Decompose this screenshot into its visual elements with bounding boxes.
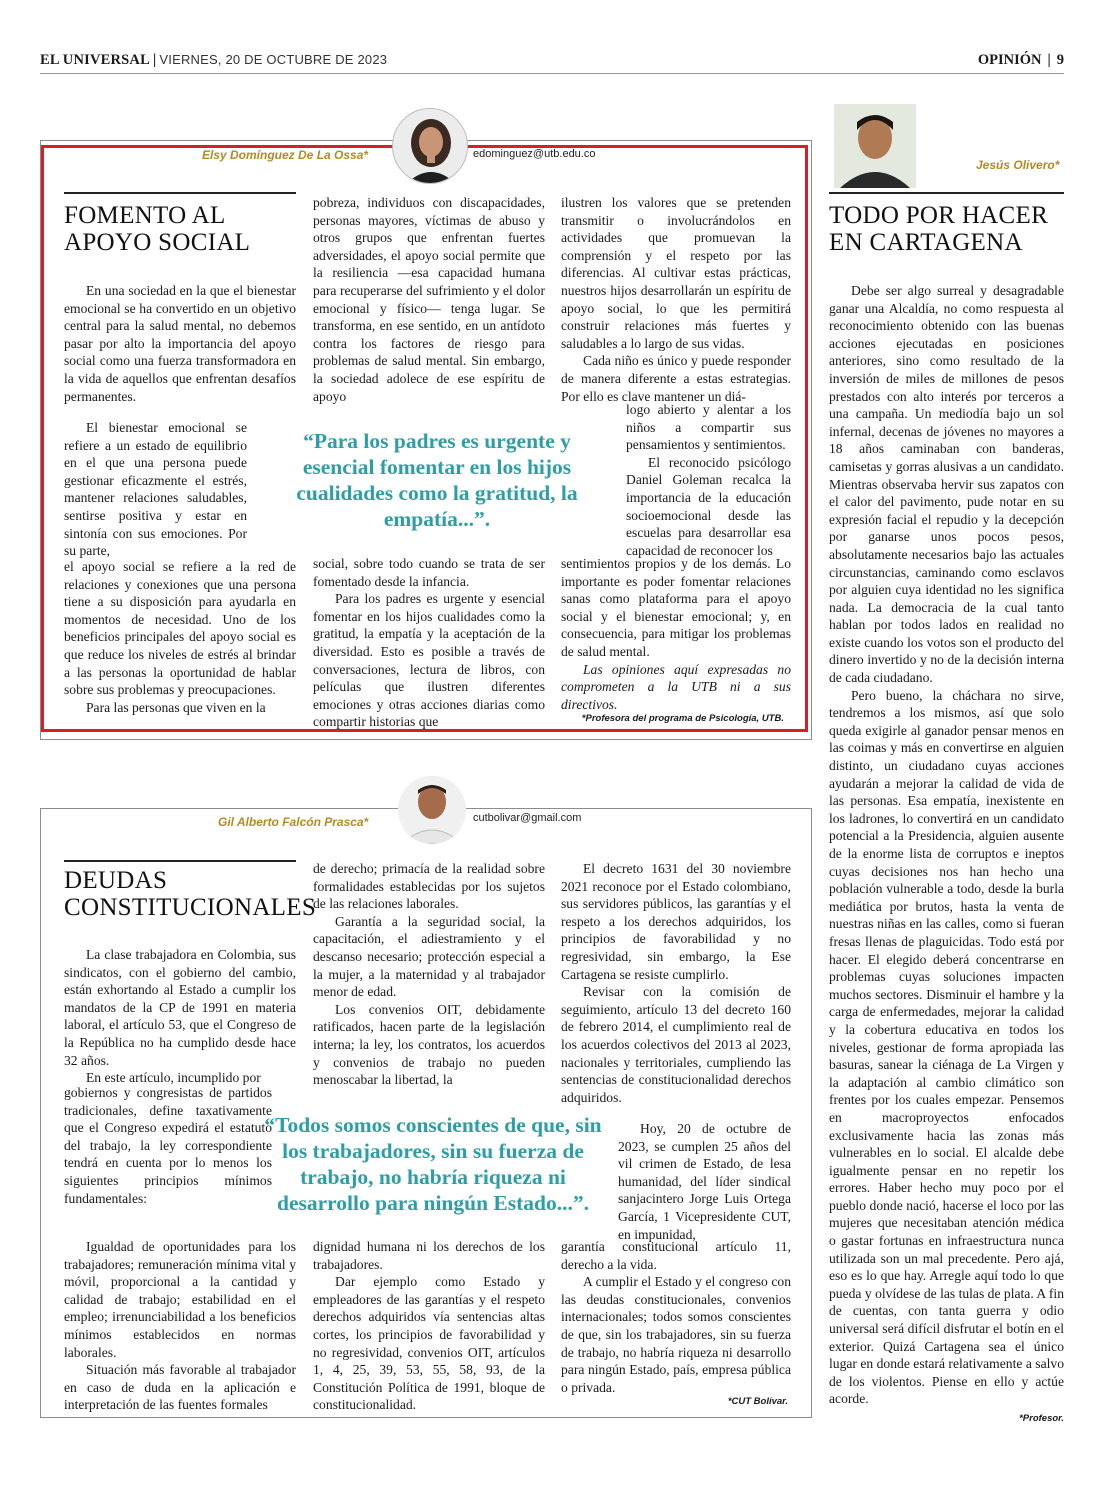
article-2-title: DEUDAS CONSTITUCIONALES [64, 867, 317, 921]
article-2-col-3-bottom [561, 1238, 791, 1396]
disclaimer: Las opiniones aquí expresadas no comprometen a la UTB ni a sus directivos. [561, 661, 791, 712]
article-3-footnote: *Profesor. [1019, 1413, 1064, 1424]
section-label: OPINIÓN | 9 [977, 52, 1064, 68]
author-portrait-icon [393, 109, 468, 184]
paragraph: El decreto 1631 del 30 noviembre 2021 reconoce por el Estado colombiano, sus servidores públicos, las garantías y el respeto a los derechos adquiridos, los principios de favorabilidad y no regresividad, sin embargo, la Ese Cartagena se resiste cumplirlo. [561, 861, 791, 982]
author-portrait-icon [834, 104, 916, 188]
article-1-email[interactable]: edominguez@utb.edu.co [473, 148, 596, 160]
article-1-col-1-top [64, 282, 296, 405]
article-1-col-1-wrap [64, 419, 247, 560]
paragraph: Hoy, 20 de octubre de 2023, se cumplen 25 años del vil crimen de Estado, de lesa humanidad, del líder sindical sanjacintero Jorge Luis Ortega García, 1 Vicepresidente CUT, en impunidad, [618, 1121, 791, 1242]
article-2-email[interactable]: cutbolivar@gmail.com [473, 812, 582, 824]
article-1-title-rule [64, 192, 296, 194]
article-1-title: FOMENTO AL APOYO SOCIAL [64, 202, 251, 256]
paragraph: Para los padres es urgente y esencial fomentar en los hijos cualidades como la gratitud, la empatía y la aceptación de la diversidad. Esto es posible a través de conversaciones, lectura de libros, con películas que ilustren diferentes emociones y otras acciones diarias como compartir historias que [313, 591, 545, 730]
article-2-col-1-bottom [64, 1238, 296, 1414]
paragraph: dignidad humana ni los derechos de los trabajadores. [313, 1239, 545, 1272]
article-1-col-3-bottom [561, 555, 791, 713]
article-2-title-rule [64, 860, 296, 862]
article-3-title-rule [829, 192, 1064, 194]
section-name: OPINIÓN [977, 52, 1042, 68]
article-1-author-photo [392, 108, 468, 184]
paragraph: Situación más favorable al trabajador en caso de duda en la aplicación e interpretación de las fuentes formales [64, 1362, 296, 1413]
article-1-footnote: *Profesora del programa de Psicología, UTB. [581, 713, 784, 724]
paragraph: el apoyo social se refiere a la red de relaciones y conexiones que una persona tiene a su disposición para ayudarla en momentos de necesidad. Uno de los beneficios principales del apoyo social es que reduce los niveles de estrés al brindar a las personas la oportunidad de hablar sobre sus problemas y preocupaciones. [64, 559, 296, 698]
article-2-col-2-top [313, 860, 545, 1089]
article-2-author-photo [398, 776, 466, 844]
paragraph: Revisar con la comisión de seguimiento, artículo 13 del decreto 160 de febrero 2014, el cumplimiento real de los acuerdos colectivos del 2013 al 2023, nacionales y territoriales, cumpliendo las sentencias de constitucionalidad derechos adquiridos. [561, 984, 791, 1105]
paragraph: Cada niño es único y puede responder de manera diferente a estas estrategias. Por ello es clave mantener un diá- [561, 353, 791, 404]
article-1-col-2-bottom [313, 555, 545, 731]
paragraph: Para las personas que viven en la [86, 699, 266, 715]
paragraph: sentimientos propios y de los demás. Lo importante es poder fomentar relaciones sanas como plataforma para el apoyo social y el bienestar emocional; y, en consecuencia, para mitigar los problemas de salud mental. [561, 556, 791, 659]
issue-date: VIERNES, 20 DE OCTUBRE DE 2023 [159, 52, 388, 67]
paragraph: El reconocido psicólogo Daniel Goleman recalca la importancia de la educación socioemocional desde las escuelas para desarrollar esa capacidad de reconocer los [626, 454, 791, 558]
masthead: EL UNIVERSAL | VIERNES, 20 DE OCTUBRE DE 2023 [40, 52, 388, 68]
paragraph: gobiernos y congresistas de partidos tradicionales, define taxativamente que el Congreso expedirá el estatuto del trabajo, la ley correspondiente tendrá en cuenta por lo menos los siguientes principios mínimos fundamentales: [64, 1085, 272, 1206]
author-portrait-icon [398, 776, 466, 844]
article-1-author: Elsy Domínguez De La Ossa* [202, 148, 369, 162]
article-2-col-2-bottom [313, 1238, 545, 1414]
article-2-col-1-top [64, 946, 296, 1087]
article-2-footnote: *CUT Bolívar. [727, 1396, 788, 1407]
article-3-body [829, 282, 1064, 1408]
paragraph: En este artículo, incumplido por [86, 1070, 261, 1086]
paragraph: Los convenios OIT, debidamente ratificados, hacen parte de la legislación interna; la ley, los contratos, los acuerdos y convenios de trabajo no pueden menoscabar la libertad, la [313, 1001, 545, 1088]
paragraph: logo abierto y alentar a los niños a compartir sus pensamientos y sentimientos. [626, 402, 791, 453]
article-2-pull-quote: “Todos somos conscientes de que, sin los trabajadores, sin su fuerza de trabajo, no habría riqueza ni desarrollo para ningún Estado...”. [264, 1113, 602, 1215]
article-2-col-3-wrap [618, 1120, 791, 1243]
article-3-author-photo [834, 104, 916, 188]
paragraph: Igualdad de oportunidades para los trabajadores; remuneración mínima vital y móvil, proporcional a la cantidad y calidad de trabajo; estabilidad en el empleo; irrenunciabilidad a los beneficios mínimos establecidos en normas laborales. [64, 1239, 296, 1360]
paragraph: de derecho; primacía de la realidad sobre formalidades establecidas por los sujetos de las relaciones laborales. [313, 861, 545, 912]
paragraph: La clase trabajadora en Colombia, sus sindicatos, con el gobierno del cambio, están exhortando al Estado a cumplir los mandatos de la CP de 1991 en materia laboral, el artículo 53, que el Congreso de la República no ha cumplido desde hace 32 años. [64, 947, 296, 1068]
publication-name: EL UNIVERSAL [40, 52, 150, 68]
article-2-author: Gil Alberto Falcón Prasca* [218, 815, 369, 829]
page-number: 9 [1056, 52, 1064, 68]
article-2-col-1-wrap [64, 1084, 272, 1207]
paragraph: A cumplir el Estado y el congreso con las deudas constitucionales, convenios internacionales; todos somos conscientes de que, sin los trabajadores, sin su fuerza de trabajo, no habría riqueza ni desarrollo para ningún Estado, país, empresa pública o privada. [561, 1274, 791, 1395]
paragraph: En una sociedad en la que el bienestar emocional se ha convertido en un objetivo central para la salud mental, no debemos pasar por alto la importancia del apoyo social como una fuerza transformadora en la vida de aquellos que enfrentan desafíos permanentes. [64, 283, 296, 404]
article-3-author: Jesús Olivero* [976, 158, 1060, 172]
paragraph: garantía constitucional artículo 11, derecho a la vida. [561, 1239, 791, 1272]
article-1-col-3-wrap [626, 401, 791, 559]
paragraph: Garantía a la seguridad social, la capacitación, el adiestramiento y el descanso necesario; protección especial a la mujer, a la maternidad y al trabajador menor de edad. [313, 913, 545, 1000]
header-rule [40, 73, 1064, 74]
paragraph: El bienestar emocional se refiere a un estado de equilibrio en el que una persona puede gestionar eficazmente el estrés, mantener relaciones saludables, sentirse positiva y estar en sintonía con sus emociones. Por su parte, [64, 420, 247, 559]
paragraph: Pero bueno, la cháchara no sirve, tendremos a los mismos, así que solo queda exigirle al ganador pensar menos en las coimas y más en convertirse en alguien distinto, un ciudadano cuyas acciones ayudarán a mejorar la calidad de vida de las personas. Esa empatía, inexistente en los ladrones, lo convertirá en un candidato potencial a la Presidencia, alguien ausente de la enorme lista de corruptos e ineptos cuyas decisiones nos han hecho una población vulnerable a todo, desde la burla mediática por brutos, hasta la venta de nuestras niñas en las calles, como si fueran fresas llenas de plaguicidas. Todo está por hacer. El elegido deberá concentrarse en problemas cuyas soluciones impacten muchos sectores. Disminuir el hambre y la carga de enfermedades, mejorar la calidad y la cobertura educativa en todos los niveles, gestionar de forma apropiada las basuras, sanear la ciénaga de La Virgen y la adaptación al cambio climático son frentes por los cuales empezar. Pensemos en macroproyectos enfocados exclusivamente hacia las zonas más vulnerables en lo social. El alcalde debe igualmente pensar en no repetir los errores. Haber hecho muy poco por el pueblo donde nació, hacerse el loco por las mujeres que necesitaban atención médica o gastar fortunas en infraestructura nunca utilizada son un mal precedente. Pero ajá, eso es lo que hay. Arregle aquí todo lo que pueda y olvídese de las tulas de plata. A fin de cuentas, con tanta guerra y odio universal será difícil disfrutar el botín en el exterior. Quizá Cartagena sea el único lugar en donde estará relativamente a salvo de los violentos. Piense en ello y actúe acorde. [829, 687, 1064, 1407]
article-1-col-2-top [313, 194, 545, 405]
article-1-col-1-bottom [64, 558, 296, 716]
article-3-title: TODO POR HACER EN CARTAGENA [829, 202, 1049, 256]
paragraph: Dar ejemplo como Estado y empleadores de las garantías y el respeto derechos adquiridos vía sentencias altas cortes, los principios de favorabilidad y no regresividad, convenios OIT, artículos 1, 4, 25, 39, 53, 55, 58, 93, de la Constitución Política de 1991, bloque de constitucionalidad. [313, 1274, 545, 1413]
article-1-col-3-top [561, 194, 791, 405]
article-1-pull-quote: “Para los padres es urgente y esencial fomentar en los hijos cualidades como la gratitud, la empatía...”. [296, 429, 578, 531]
paragraph: ilustren los valores que se pretenden transmitir o involucrándolos en actividades que promuevan la comprensión y el respeto por las diferencias. Al cultivar estas prácticas, nuestros hijos desarrollarán un espíritu de apoyo social, lo que les permitirá construir relaciones más fuertes y saludables a lo largo de sus vidas. [561, 195, 791, 351]
article-2-col-3-top [561, 860, 791, 1106]
paragraph: social, sobre todo cuando se trata de ser fomentado desde la infancia. [313, 556, 545, 589]
paragraph: Debe ser algo surreal y desagradable ganar una Alcaldía, no como respuesta al reconocimiento obtenido con las buenas acciones ejecutadas en posiciones anteriores, sino como resultado de la inversión de miles de millones de pesos prestados con alto interés por terceros a una campaña. Un mediodía bajo un sol infernal, decenas de jóvenes no mayores a 18 años caminaban con banderas, camisetas y gorras alusivas a un candidato. Mientras observaba hervir sus zapatos con el calor del pavimento, pude notar en su expresión facial el repudio y la decepción por ganarse unos pocos pesos, absolutamente necesarios bajo las actuales circunstancias, caminando como esclavos por alguien cuya identidad no les significa nada. La democracia de la cual tanto hablan por todos lados en realidad no existe cuando los votos son el producto del dinero invertido y no de la decisión interna de cada ciudadano. [829, 283, 1064, 686]
paragraph: pobreza, individuos con discapacidades, personas mayores, víctimas de abuso y otros grupos que enfrentan fuertes adversidades, el apoyo social permite que la resiliencia —esa capacidad humana para recuperarse del sufrimiento y el dolor emocional y físico— tenga lugar. Se transforma, en ese sentido, en un antídoto contra los factores de riesgo para problemas de salud mental. Sin embargo, la sociedad adolece de ese espíritu de apoyo [313, 195, 545, 404]
